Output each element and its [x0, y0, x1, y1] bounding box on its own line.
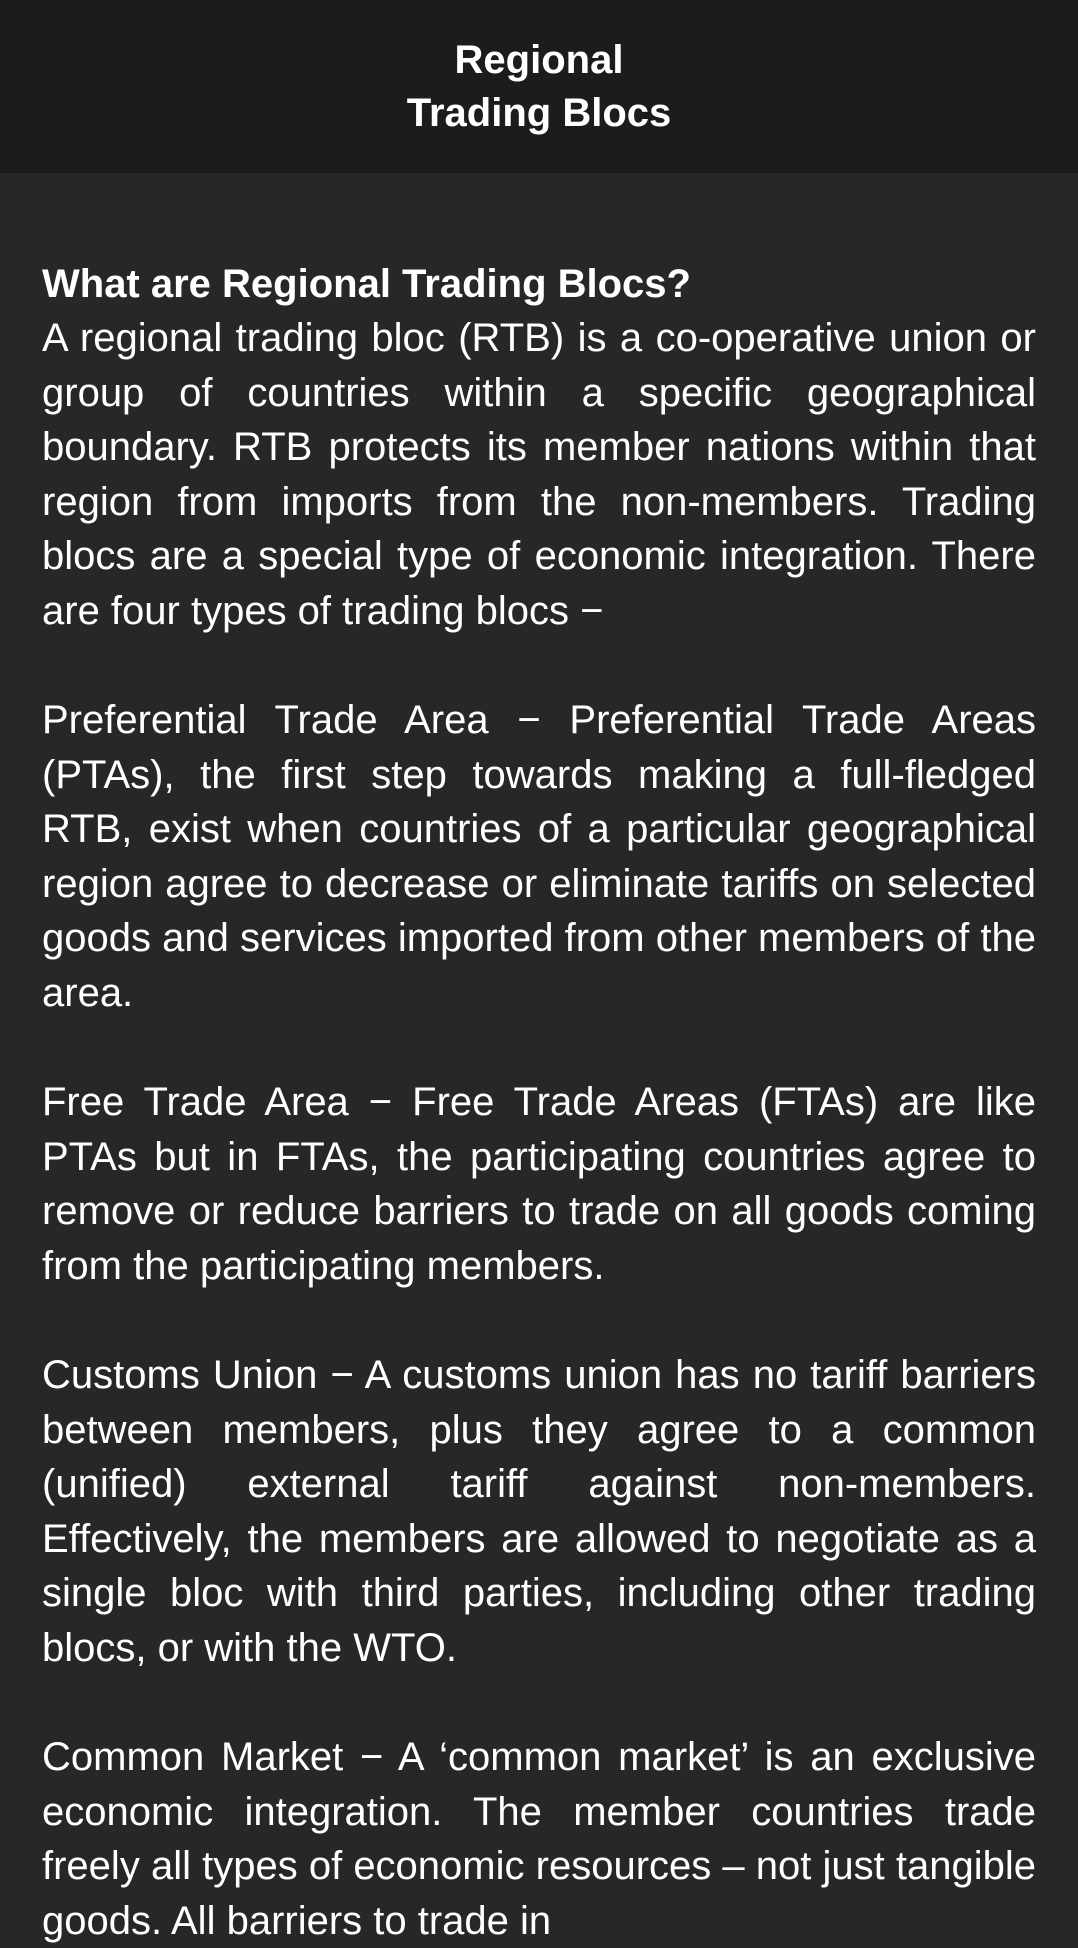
page-title — [407, 34, 672, 140]
paragraph-intro: A regional trading bloc (RTB) is a co-operative union or group of countries within a specific geographical boundary. RTB protects its member nations within that region from imports from the non-members. Trading blocs are a special type of economic integration. There are four types of trading blocs − — [42, 316, 1036, 633]
paragraph-customs-union: Customs Union − A customs union has no tariff barriers between members, plus they agree to a common (unified) external tariff against non-members. Effectively, the members are allowed to negotiate as a single bloc with third parties, including other trading blocs, or with the WTO. — [42, 1353, 1036, 1670]
page-header — [0, 0, 1078, 173]
paragraph-preferential-trade-area: Preferential Trade Area − Preferential Trade Areas (PTAs), the first step towards making a full-fledged RTB, exist when countries of a particular geographical region agree to decrease or eliminate tariffs on selected goods and services imported from other members of the area. — [42, 698, 1036, 1015]
page-title-line-2: Trading Blocs — [406, 90, 672, 135]
paragraph-common-market: Common Market − A ‘common market’ is an exclusive economic integration. The member countries trade freely all types of economic resources – not just tangible goods. All barriers to trade in — [42, 1735, 1036, 1943]
page-title-line-1: Regional — [454, 37, 624, 82]
paragraph-free-trade-area: Free Trade Area − Free Trade Areas (FTAs) are like PTAs but in FTAs, the participating countries agree to remove or reduce barriers to trade on all goods coming from the participating members. — [42, 1080, 1036, 1288]
section-heading: What are Regional Trading Blocs? — [42, 262, 691, 306]
article-content[interactable] — [0, 173, 1078, 1948]
